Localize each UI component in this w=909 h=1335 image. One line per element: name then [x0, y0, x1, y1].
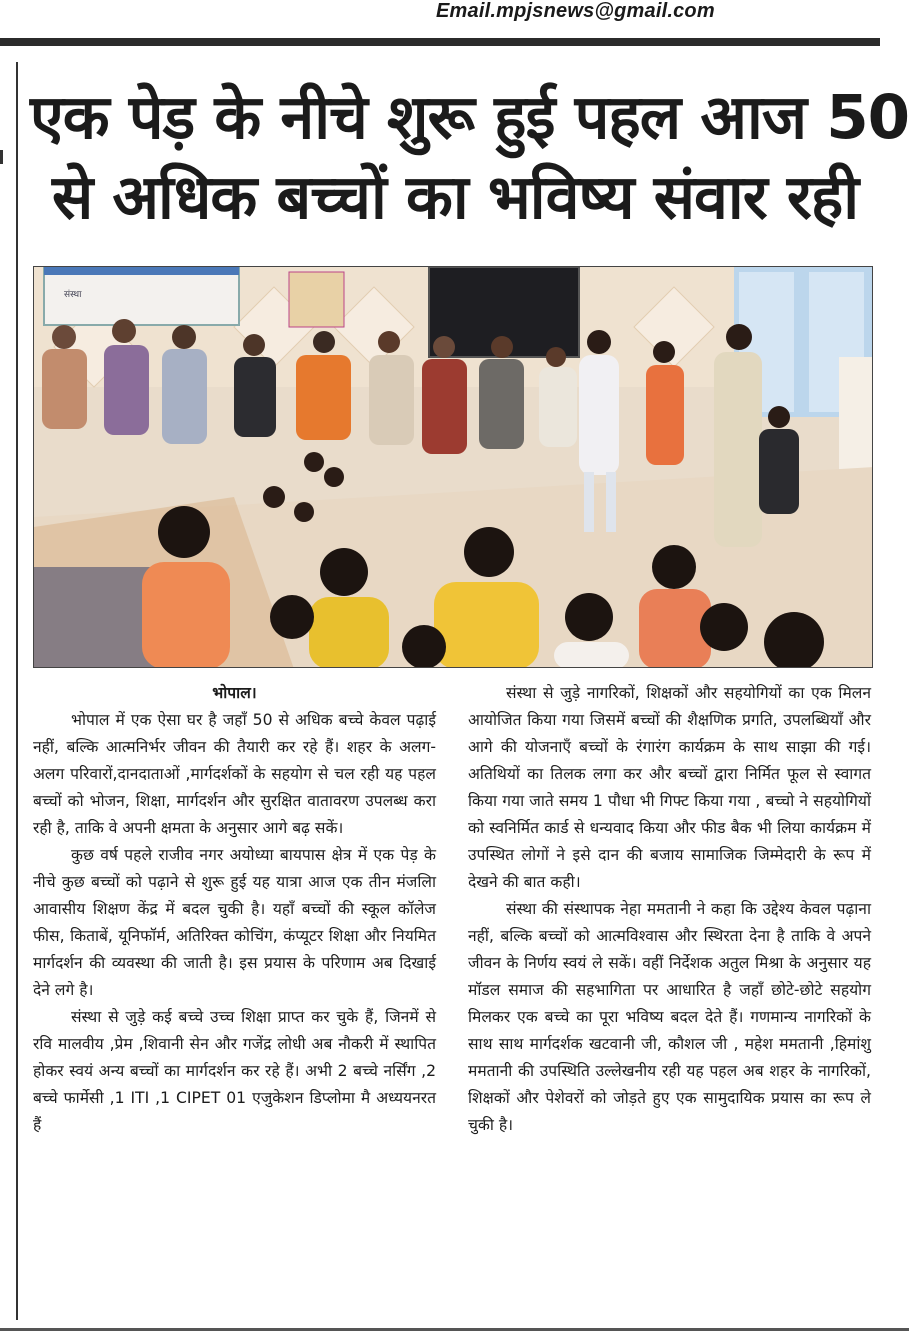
footer-rule [0, 1328, 909, 1331]
article-dateline: भोपाल। [212, 684, 257, 702]
article-paragraph: संस्था से जुड़े नागरिकों, शिक्षकों और सहयोगियों का एक मिलन आयोजित किया गया जिसमें बच्चों की शैक्षणिक प्रगति, उपलब्धियाँ और आगे की योजनाएँ बच्चों के रंगारंग कार्यक्रम के साथ साझा की गई। अतिथियों का तिलक लगा कर और बच्चों द्वारा निर्मित फूल से स्वागत किया गया जाते समय 1 पौधा भी गिफ्ट किया गया , बच्चो ने सहयोगियों को स्वनिर्मित कार्ड से धन्यवाद किया और फीड बैक भी लिया कार्यक्रम में उपस्थित लोगों ने इसे दान की बजाय सामाजिक जिम्मेदारी के रूप में देखने की बात कही। [468, 684, 871, 891]
left-column-rule [16, 62, 18, 1320]
article-left-column [33, 680, 436, 1139]
header-rule [0, 38, 880, 46]
headline-line-2: से अधिक बच्चों का भविष्य संवार रही [51, 162, 859, 233]
article-paragraph: संस्था से जुड़े कई बच्चे उच्च शिक्षा प्राप्त कर चुके हैं, जिनमें से रवि मालवीय ,प्रेम ,शिवानी सेन और गजेंद्र लोधी अब नौकरी में स्थापित होकर स्वयं अन्य बच्चों का मार्गदर्शन कर रहे हैं। अभी 2 बच्चे नर्सिंग ,2 बच्चे फार्मेसी ,1 ITI ,1 CIPET 01 एजुकेशन डिप्लोमा मै अध्ययनरत हैं [33, 1008, 436, 1134]
article-paragraph: भोपाल में एक ऐसा घर है जहाँ 50 से अधिक बच्चे केवल पढ़ाई नहीं, बल्कि आत्मनिर्भर जीवन की तैयारी कर रहे हैं। शहर के अलग-अलग परिवारों,दानदाताओं ,मार्गदर्शकों के सहयोग से चल रही यह पहल बच्चों को भोजन, शिक्षा, मार्गदर्शन और सुरक्षित वातावरण उपलब्ध करा रही है, ताकि वे अपनी क्षमता के अनुसार आगे बढ़ सकें। [33, 711, 436, 837]
banner-text: संस्था [64, 290, 82, 300]
headline [30, 78, 909, 238]
newspaper-email[interactable]: Email.mpjsnews@gmail.com [436, 0, 715, 22]
headline-line-1: एक पेड़ के नीचे शुरू हुई पहल आज 50 [30, 82, 909, 153]
article-paragraph: कुछ वर्ष पहले राजीव नगर अयोध्या बायपास क्षेत्र में एक पेड़ के नीचे कुछ बच्चों को पढ़ाने से शुरू हुई यह यात्रा आज एक तीन मंजलिा आवासीय शिक्षण केंद्र में बदल चुकी है। यहाँ बच्चों की स्कूल कॉलेज फीस, किताबें, यूनिफॉर्म, अतिरिक्त कोचिंग, कंप्यूटर शिक्षा और नियमित मार्गदर्शन की व्यवस्था की जाती है। इस प्रयास के परिणाम अब दिखाई देने लगे है। [33, 846, 436, 999]
left-margin-mark [0, 150, 3, 164]
article-paragraph: संस्था की संस्थापक नेहा ममतानी ने कहा कि उद्देश्य केवल पढ़ाना नहीं, बल्कि बच्चों को आत्मविश्वास और स्थिरता देना है ताकि वे अपने जीवन के निर्णय स्वयं ले सकें। वहीं निर्देशक अतुल मिश्रा के अनुसार यह मॉडल समाज की सहभागिता पर आधारित है जहाँ छोटे-छोटे सहयोग मिलकर एक बच्चे का पूरा भविष्य बदल देते हैं। गणमान्य नागरिकों के साथ साथ मार्गदर्शक खटवानी जी, कौशल जी , महेश ममतानी ,हिमांशु ममतानी की उपस्थिति उल्लेखनीय रही यह पहल अब शहर के नागरिकों, शिक्षकों और पेशेवरों को जोड़ते हुए एक सामुदायिक प्रयास का रूप ले चुकी है। [468, 900, 871, 1134]
news-photo [33, 266, 873, 668]
article-right-column [468, 680, 871, 1139]
event-photo-illustration [34, 267, 873, 668]
